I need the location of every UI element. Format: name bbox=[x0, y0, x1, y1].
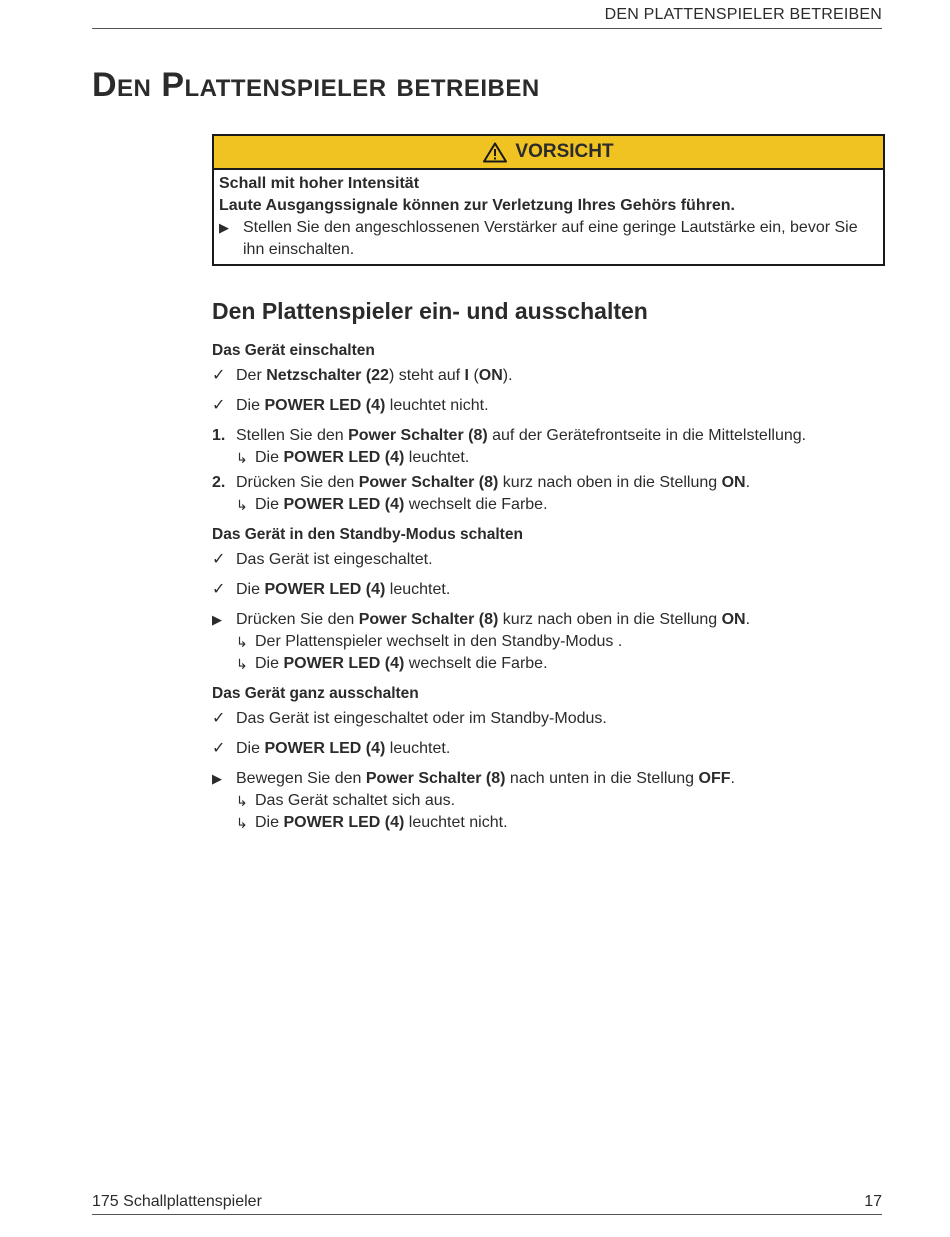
check-icon: ✓ bbox=[212, 367, 226, 384]
precondition-item bbox=[212, 365, 882, 387]
precondition-text: Der Netzschalter (22) steht auf I (ON). bbox=[236, 367, 513, 384]
result-item bbox=[236, 653, 750, 675]
result-item bbox=[236, 812, 735, 834]
warning-instruction-text: Stellen Sie den angeschlossenen Verstärker auf eine geringe Lautstärke ein, bevor Sie ihn einschalten. bbox=[243, 219, 858, 258]
warning-heading: Schall mit hoher Intensität bbox=[219, 175, 420, 192]
subsection-heading-off: Das Gerät ganz ausschalten bbox=[212, 685, 419, 702]
action-item bbox=[212, 609, 882, 675]
result-arrow-icon: ↳ bbox=[236, 634, 248, 650]
check-icon: ✓ bbox=[212, 740, 226, 757]
action-text: Bewegen Sie den Power Schalter (8) nach unten in die Stellung OFF. bbox=[236, 770, 735, 787]
check-icon: ✓ bbox=[212, 397, 226, 414]
result-item bbox=[236, 494, 750, 516]
result-text: Die POWER LED (4) leuchtet nicht. bbox=[255, 814, 508, 831]
check-icon: ✓ bbox=[212, 551, 226, 568]
precondition-text: Die POWER LED (4) leuchtet. bbox=[236, 581, 451, 598]
page-number: 17 bbox=[864, 1193, 882, 1210]
arrow-bullet-icon: ▶ bbox=[212, 771, 222, 786]
result-text: Der Plattenspieler wechselt in den Standby-Modus . bbox=[255, 633, 623, 650]
warning-header bbox=[214, 136, 883, 170]
main-content bbox=[212, 292, 882, 842]
action-text: Drücken Sie den Power Schalter (8) kurz nach oben in die Stellung ON. bbox=[236, 611, 751, 628]
result-item bbox=[236, 447, 806, 469]
result-item bbox=[236, 631, 750, 653]
check-icon: ✓ bbox=[212, 710, 226, 727]
step-text: Stellen Sie den Power Schalter (8) auf der Gerätefrontseite in die Mittelstellung. bbox=[236, 427, 807, 444]
step-number: 2. bbox=[212, 474, 226, 491]
result-item bbox=[236, 790, 735, 812]
result-arrow-icon: ↳ bbox=[236, 815, 248, 831]
step-text: Drücken Sie den Power Schalter (8) kurz nach oben in die Stellung ON. bbox=[236, 474, 751, 491]
step-number: 1. bbox=[212, 427, 226, 444]
check-icon: ✓ bbox=[212, 581, 226, 598]
precondition-text: Die POWER LED (4) leuchtet. bbox=[236, 740, 451, 757]
warning-instruction bbox=[219, 217, 877, 261]
footer-product-name: 175 Schallplattenspieler bbox=[92, 1193, 262, 1210]
precondition-item bbox=[212, 738, 882, 760]
warning-body bbox=[214, 170, 883, 264]
precondition-text: Die POWER LED (4) leuchtet nicht. bbox=[236, 397, 489, 414]
warning-triangle-icon bbox=[483, 142, 507, 163]
precondition-text: Das Gerät ist eingeschaltet. bbox=[236, 551, 433, 568]
result-text: Die POWER LED (4) wechselt die Farbe. bbox=[255, 655, 548, 672]
result-arrow-icon: ↳ bbox=[236, 793, 248, 809]
action-item bbox=[212, 768, 882, 834]
precondition-text: Das Gerät ist eingeschaltet oder im Standby-Modus. bbox=[236, 710, 607, 727]
precondition-item bbox=[212, 395, 882, 417]
subsection-heading-on: Das Gerät einschalten bbox=[212, 342, 375, 359]
page-footer bbox=[92, 1193, 882, 1215]
warning-label: VORSICHT bbox=[515, 141, 614, 162]
page-title: Den Plattenspieler betreiben bbox=[92, 66, 540, 104]
section-title: Den Plattenspieler ein- und ausschalten bbox=[212, 298, 648, 324]
result-arrow-icon: ↳ bbox=[236, 450, 248, 466]
warning-subheading: Laute Ausgangssignale können zur Verletzung Ihres Gehörs führen. bbox=[219, 197, 735, 214]
result-text: Die POWER LED (4) wechselt die Farbe. bbox=[255, 496, 548, 513]
result-arrow-icon: ↳ bbox=[236, 656, 248, 672]
subsection-heading-standby: Das Gerät in den Standby-Modus schalten bbox=[212, 526, 523, 543]
result-arrow-icon: ↳ bbox=[236, 497, 248, 513]
arrow-bullet-icon: ▶ bbox=[219, 220, 229, 235]
arrow-bullet-icon: ▶ bbox=[212, 612, 222, 627]
warning-box bbox=[212, 134, 885, 266]
precondition-item bbox=[212, 549, 882, 571]
result-text: Die POWER LED (4) leuchtet. bbox=[255, 449, 470, 466]
step-item bbox=[212, 425, 882, 469]
precondition-item bbox=[212, 579, 882, 601]
step-item bbox=[212, 472, 882, 516]
result-text: Das Gerät schaltet sich aus. bbox=[255, 792, 456, 809]
precondition-item bbox=[212, 708, 882, 730]
running-head: DEN PLATTENSPIELER BETREIBEN bbox=[92, 6, 882, 29]
